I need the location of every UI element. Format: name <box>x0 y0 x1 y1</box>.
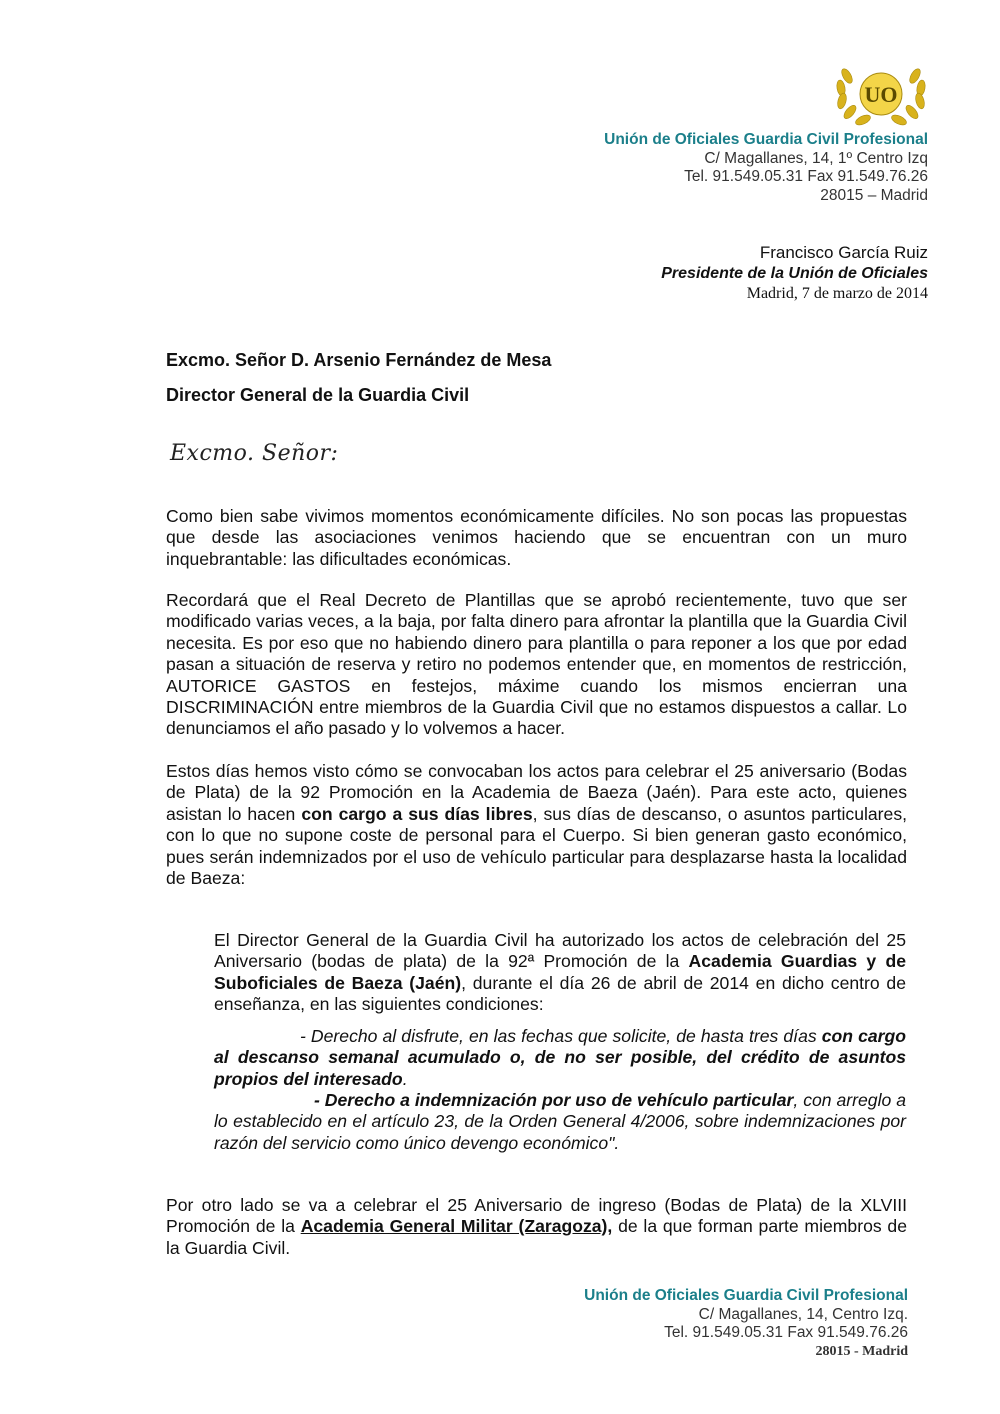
footer-org: Unión de Oficiales Guardia Civil Profesional <box>584 1287 908 1304</box>
footer-phone: Tel. 91.549.05.31 Fax 91.549.76.26 <box>664 1324 908 1341</box>
recipient-name: Excmo. Señor D. Arsenio Fernández de Mesa <box>166 350 552 370</box>
letterhead-city: 28015 – Madrid <box>820 186 928 204</box>
paragraph-4-academy: Academia General Militar (Zaragoza), <box>300 1216 613 1237</box>
clause-1-text-a: - Derecho al disfrute, en las fechas que solicite, de hasta tres días <box>300 1026 822 1046</box>
quote-text-a: El Director General de la Guardia Civil ha autorizado los actos de celebración del 25 Aniversario (bodas de plata) de la 92ª Promoción de la <box>214 930 906 972</box>
clause-1-emphasis: con cargo al descanso semanal acumulado o, de no ser posible, del crédito de asuntos propios del interesado <box>214 1026 906 1089</box>
paragraph-3-text-a: Estos días hemos visto cómo se convocaban los actos para celebrar el 25 aniversario (Bodas de Plata) de la 92 Promoción en la Academia de Baeza (Jaén). Para este acto, quienes asistan lo hacen <box>166 761 907 824</box>
salutation: Excmo. Señor: <box>170 441 339 466</box>
clause-2-emphasis: - Derecho a indemnización por uso de vehículo particular <box>314 1090 794 1110</box>
recipient-title: Director General de la Guardia Civil <box>166 385 470 405</box>
quote-intro <box>214 930 906 1016</box>
sender-block <box>661 242 928 304</box>
association-logo <box>833 60 929 128</box>
letterhead-phone: Tel. 91.549.05.31 Fax 91.549.76.26 <box>684 168 928 185</box>
quote-clause-1 <box>214 1026 906 1090</box>
paragraph-4-text-a: Por otro lado se va a celebrar el 25 Aniversario de ingreso (Bodas de Plata) de la XLVIII Promoción de la <box>166 1195 907 1237</box>
paragraph-4-text-c: de la que forman parte miembros de la Guardia Civil. <box>166 1216 907 1258</box>
letterhead <box>604 131 928 205</box>
letter-date: Madrid, 7 de marzo de 2014 <box>746 285 928 302</box>
paragraph-3-text-c: , sus días de descanso, o asuntos particulares, con lo que no supone coste de personal para el Cuerpo. Si bien generan gasto económico, pues serán indemnizados por el uso de vehículo particular para desplazarse hasta la localidad de Baeza: <box>166 803 907 889</box>
letterhead-address: C/ Magallanes, 14, 1º Centro Izq <box>704 149 928 167</box>
quote-clause-2 <box>214 1090 906 1154</box>
logo-monogram: UO <box>864 82 898 107</box>
paragraph-2: Recordará que el Real Decreto de Plantillas que se aprobó recientemente, tuvo que ser modificado varias veces, a la baja, por falta dinero para afrontar la plantilla que la Guardia Civil necesita. Es por eso que no habiendo dinero para plantilla o para reponer a los que por edad pasan a situación de reserva y retiro no podemos entender que, en momentos de restricción, AUTORICE GASTOS en festejos, máxime cuando los mismos encierran una DISCRIMINACIÓN entre miembros de la Guardia Civil que no estamos dispuestos a callar. Lo denunciamos el año pasado y lo volvemos a hacer. <box>166 590 907 739</box>
footer <box>584 1287 908 1361</box>
quote-academy: Academia Guardias y de Suboficiales de Baeza (Jaén) <box>214 951 906 993</box>
letterhead-org: Unión de Oficiales Guardia Civil Profesional <box>604 131 928 148</box>
sender-role: Presidente de la Unión de Oficiales <box>661 265 928 282</box>
clause-2-text: , con arreglo a lo establecido en el artículo 23, de la Orden General 4/2006, sobre indemnizaciones por razón del servicio como único devengo económico". <box>214 1090 906 1153</box>
paragraph-4 <box>166 1195 907 1259</box>
clause-1-text-c: . <box>402 1068 408 1089</box>
footer-city: 28015 - Madrid <box>815 1343 908 1359</box>
paragraph-3-emphasis: con cargo a sus días libres <box>301 803 533 824</box>
footer-address: C/ Magallanes, 14, Centro Izq. <box>698 1305 908 1323</box>
paragraph-3 <box>166 761 907 889</box>
paragraph-1: Como bien sabe vivimos momentos económicamente difíciles. No son pocas las propuestas que desde las asociaciones venimos haciendo que se encuentran con un muro inquebrantable: las dificultades económicas. <box>166 506 907 569</box>
quote-text-c: , durante el día 26 de abril de 2014 en dicho centro de enseñanza, en las siguientes condiciones: <box>214 972 907 1015</box>
sender-name: Francisco García Ruiz <box>759 243 928 262</box>
